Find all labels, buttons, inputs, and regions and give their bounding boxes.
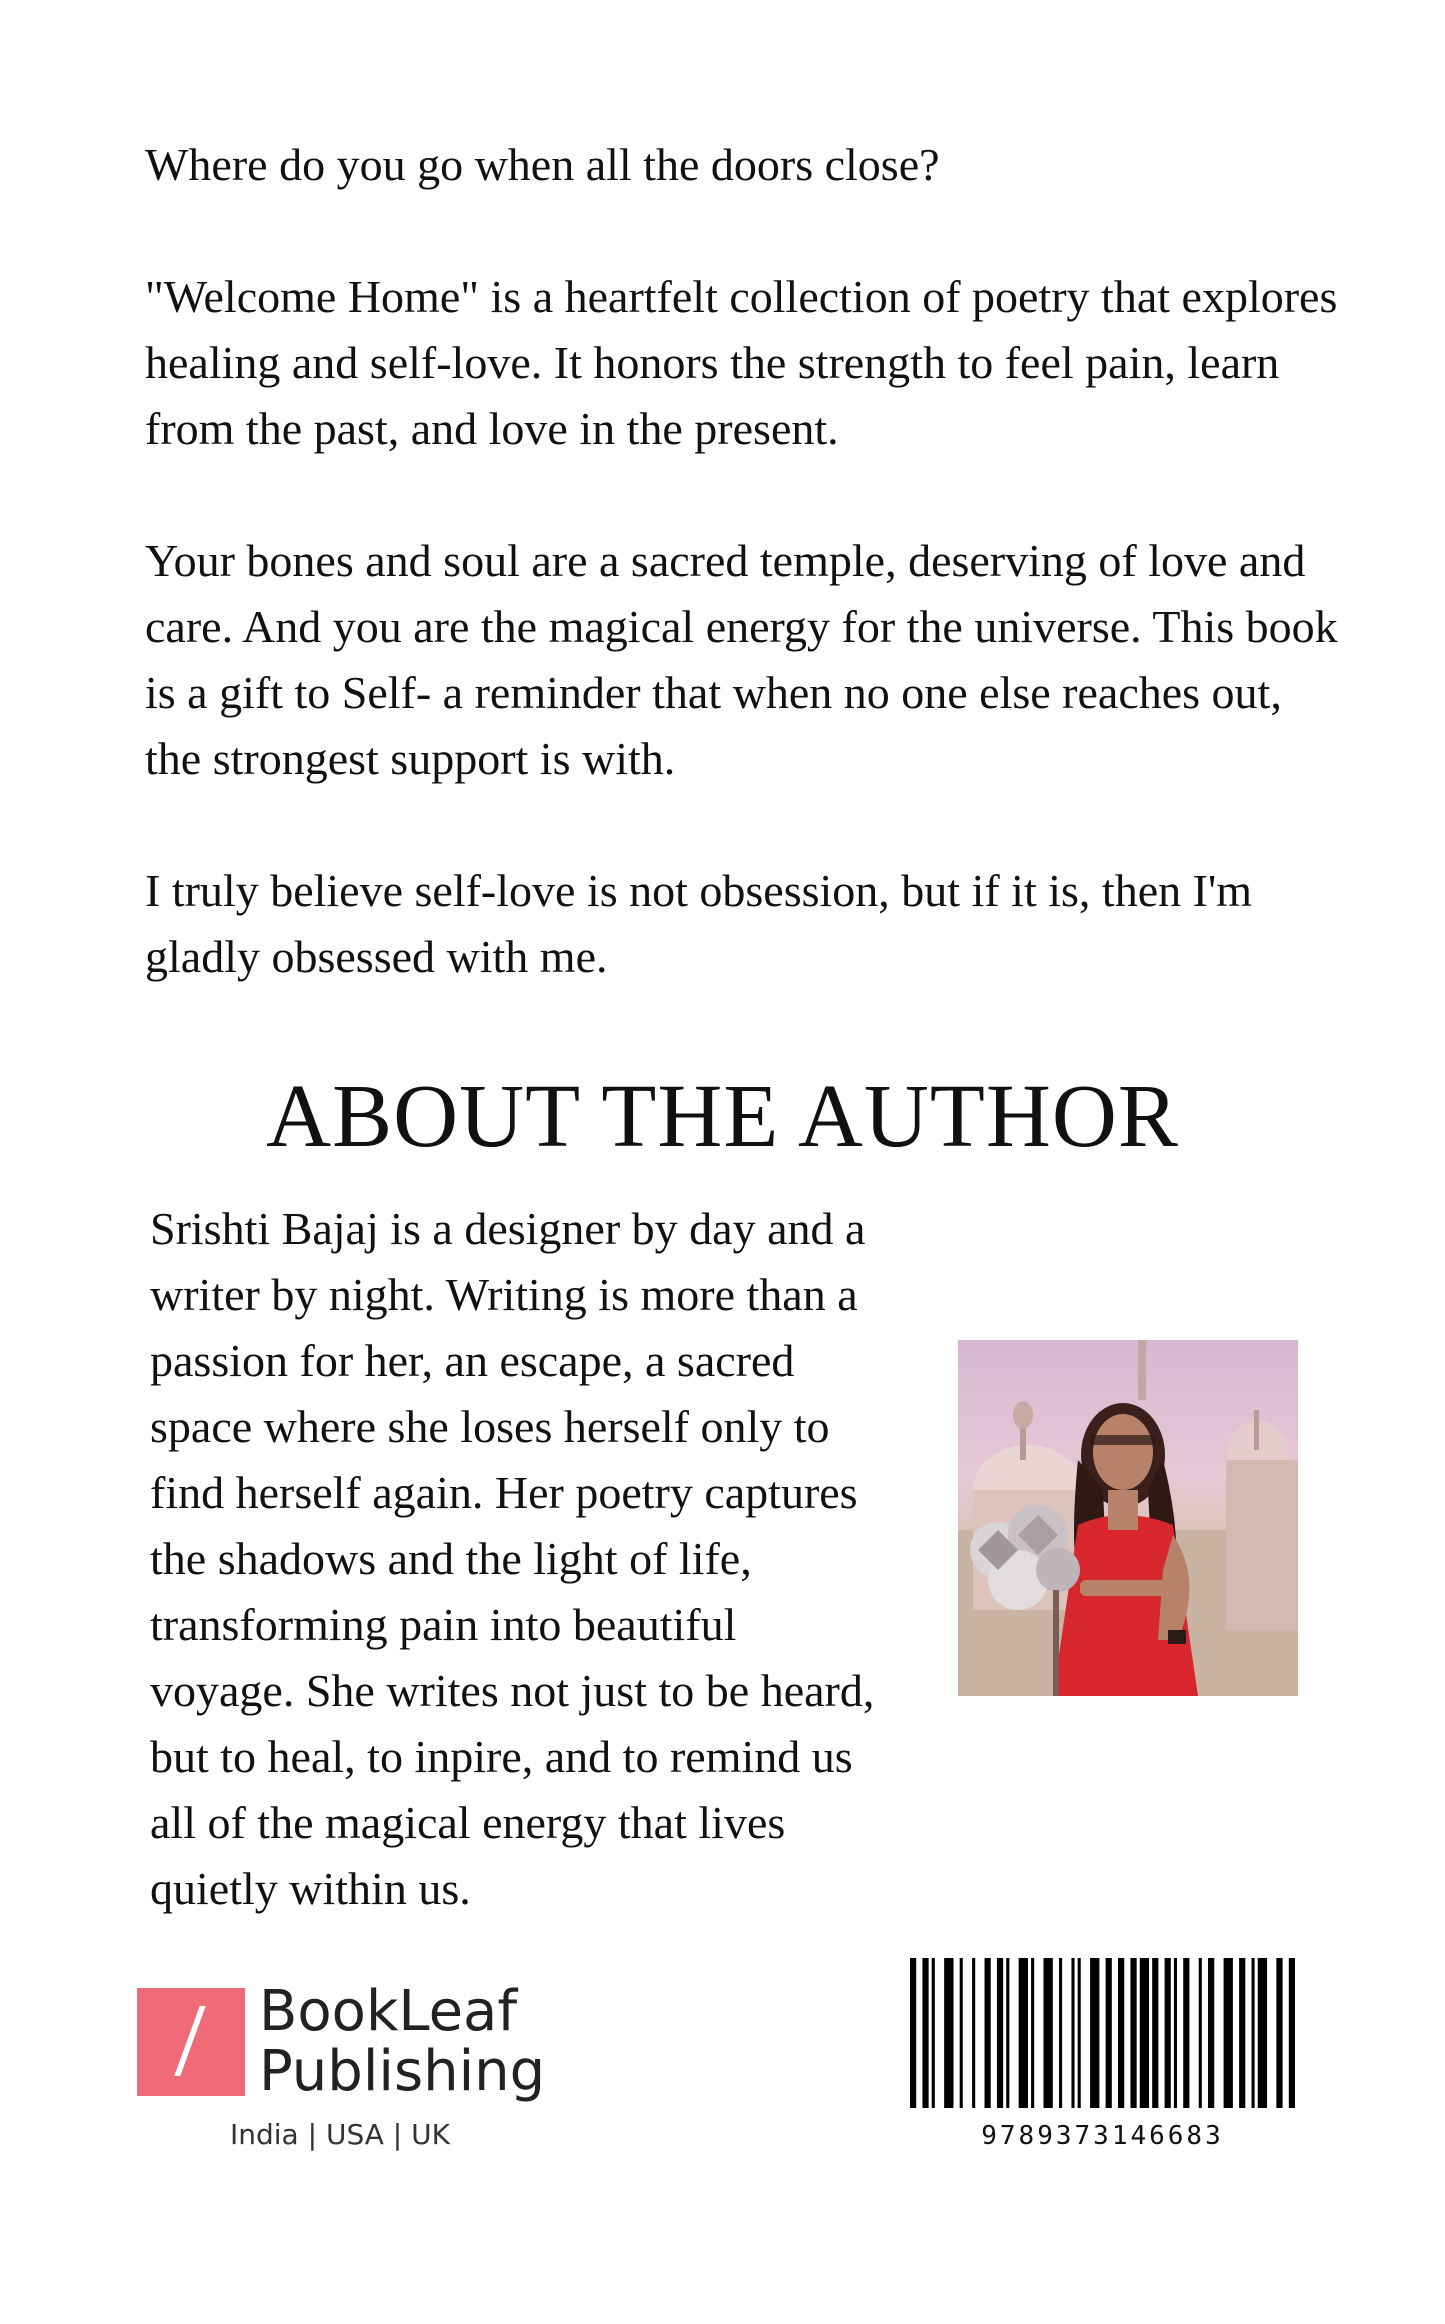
barcode-bar [1258,1958,1267,2108]
bio-line: quietly within us. [150,1863,471,1914]
barcode-bar [910,1958,916,2108]
publisher-name [259,1979,546,2104]
barcode-bar [1071,1958,1074,2108]
barcode-bar [1019,1958,1028,2108]
barcode-bar [997,1958,1003,2108]
barcode-bar [1224,1958,1233,2108]
barcode-bar [1174,1958,1177,2108]
barcode-bar [1152,1958,1158,2108]
barcode-bar [972,1958,975,2108]
barcode-bar [932,1958,935,2108]
bio-line: voyage. She writes not just to be heard, [150,1665,875,1716]
publisher-regions: India | USA | UK [230,2118,450,2151]
bio-line: writer by night. Writing is more than a [150,1269,858,1320]
barcode-bar [985,1958,991,2108]
bio-line: space where she loses herself only to [150,1401,830,1452]
barcode-bar [1031,1958,1034,2108]
publisher-name-line: BookLeaf [259,1979,518,2044]
barcode-bar [1199,1958,1202,2108]
bio-line: transforming pain into beautiful [150,1599,737,1650]
isbn-number: 9789373146683 [981,2121,1224,2151]
barcode-bar [1289,1958,1295,2108]
barcode-bar [1239,1958,1245,2108]
publisher-name-line: Publishing [259,2039,546,2104]
barcode-icon [910,1958,1295,2108]
bio-line: find herself again. Her poetry captures [150,1467,858,1518]
barcode-bar [960,1958,963,2108]
bio-line: passion for her, an escape, a sacred [150,1335,795,1386]
bio-line: Srishti Bajaj is a designer by day and a [150,1203,866,1254]
blurb-paragraph: Your bones and soul are a sacred temple, deserving of love and care. And you are the magical energy for the universe. This book is a gift to Self- a reminder that when no one else reaches out, the strongest support is with. [145,535,1338,784]
barcode-bar [1165,1958,1171,2108]
barcode-bar [1183,1958,1189,2108]
blurb-paragraph: I truly believe self-love is not obsession, but if it is, then I'm gladly obsessed with me. [145,865,1253,982]
barcode-bar [1252,1958,1255,2108]
barcode-bar [1044,1958,1053,2108]
publisher-logo [137,1979,557,2168]
bio-line: all of the magical energy that lives [150,1797,786,1848]
barcode-bar [1140,1958,1149,2108]
barcode-bar [1090,1958,1099,2108]
about-author-heading: ABOUT THE AUTHOR [266,1067,1179,1166]
blurb-question: Where do you go when all the doors close? [145,139,940,190]
barcode-bar [944,1958,953,2108]
author-bio [150,1196,950,1922]
blurb-paragraph: "Welcome Home" is a heartfelt collection of poetry that explores healing and self-love. It honors the strength to feel pain, learn from the past, and love in the present. [145,271,1338,454]
barcode-bar [1006,1958,1009,2108]
barcode-bar [1059,1958,1062,2108]
back-cover-blurb [145,132,1345,1056]
barcode-bar [1106,1958,1112,2108]
slash-icon [174,2006,205,2076]
barcode-bar [1208,1958,1214,2108]
bio-line: but to heal, to inpire, and to remind us [150,1731,853,1782]
isbn-barcode [910,1958,1295,2158]
barcode-bar [1078,1958,1081,2108]
author-photo [958,1340,1298,1696]
barcode-bar [1118,1958,1124,2108]
barcode-bar [1130,1958,1136,2108]
barcode-bar [1276,1958,1282,2108]
barcode-bar [922,1958,928,2108]
publisher-mark-icon [137,1988,245,2096]
bio-line: the shadows and the light of life, [150,1533,752,1584]
